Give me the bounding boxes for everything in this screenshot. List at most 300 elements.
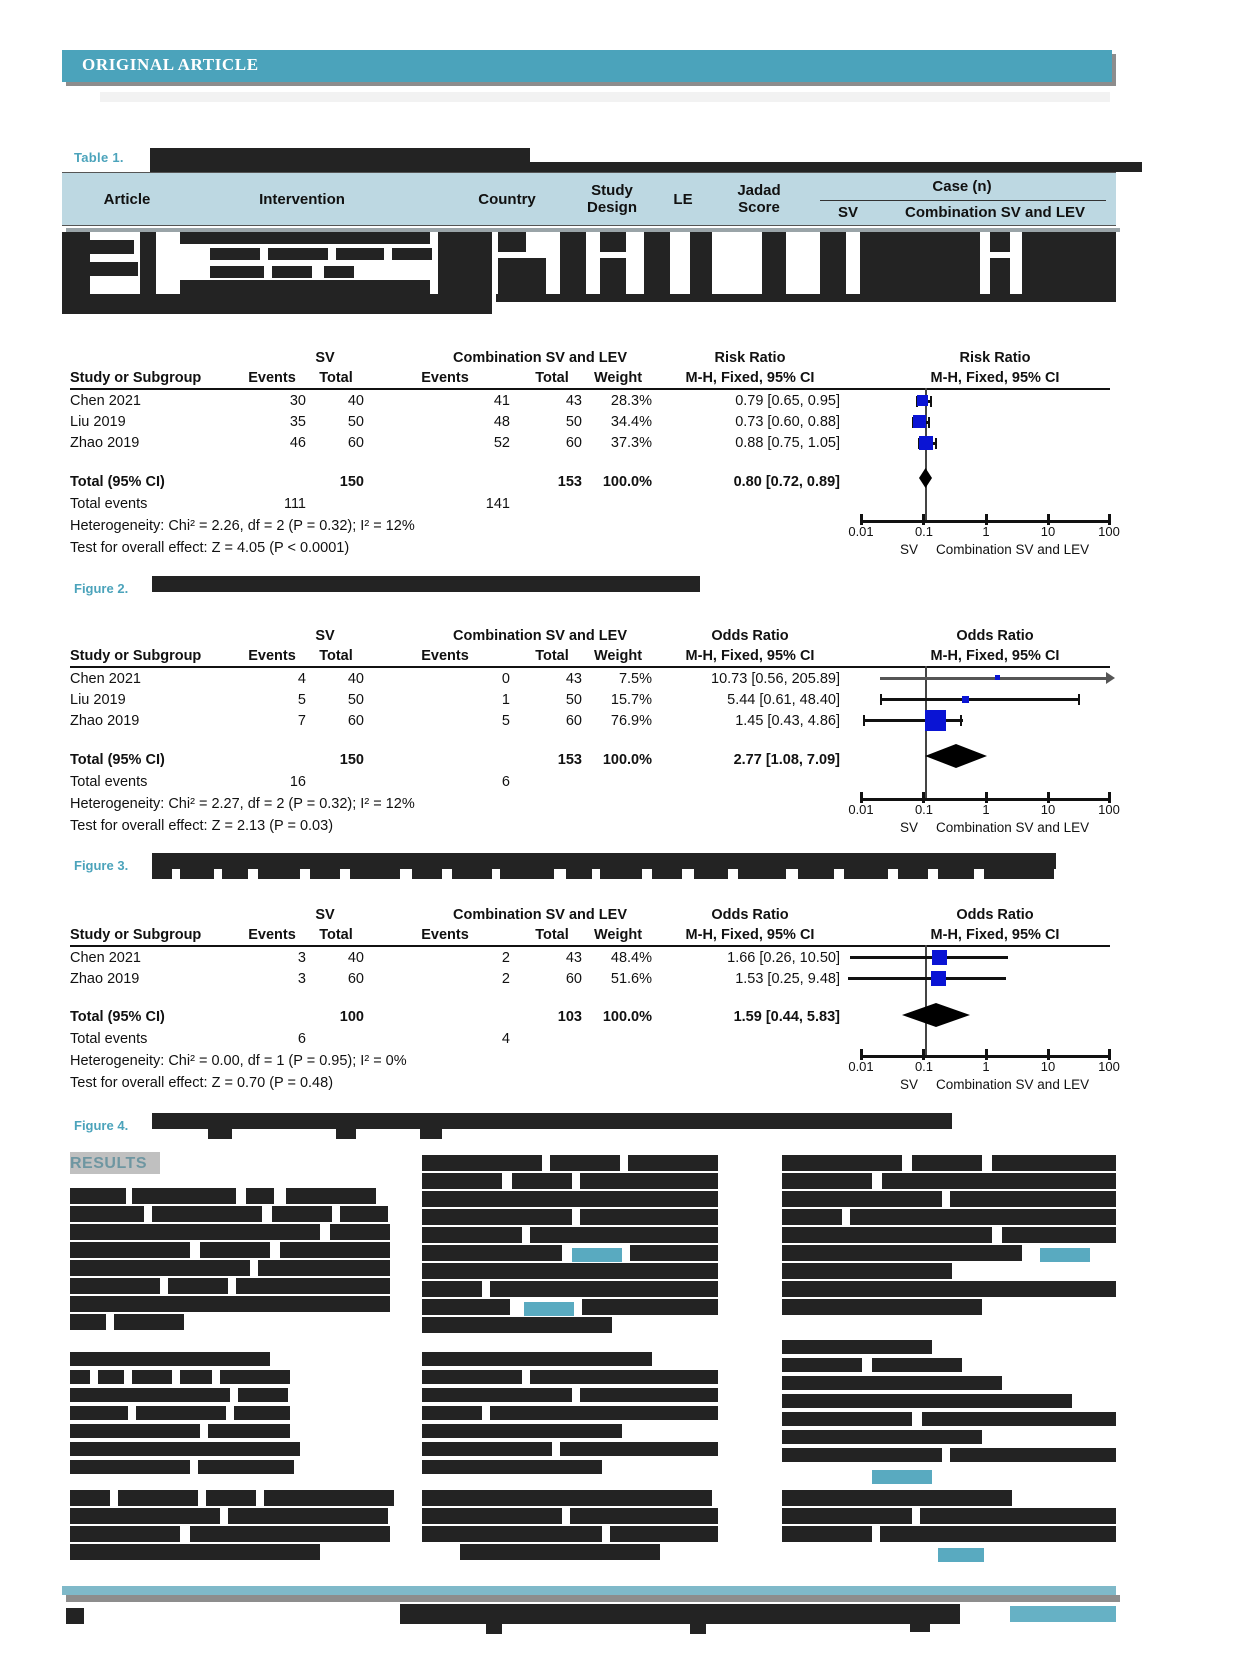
- fp0-total-n2: 153: [557, 474, 582, 490]
- table-1-body-redacted: [324, 266, 354, 278]
- table-1-body-redacted: [860, 232, 980, 294]
- fp2-row1-e1: 3: [297, 971, 306, 987]
- fp0-row0-study: Chen 2021: [70, 393, 141, 409]
- fp2-col-events2: Events: [421, 927, 469, 943]
- table-1-body-redacted: [88, 262, 138, 276]
- body-text-redacted: [70, 1278, 160, 1294]
- body-text-redacted: [782, 1394, 1072, 1408]
- fp1-axis-label-0: 0.01: [848, 802, 874, 817]
- figure-4-caption-redacted-2: [336, 1129, 356, 1139]
- fp2-row0-study: Chen 2021: [70, 950, 141, 966]
- table-1-body-redacted: [690, 232, 712, 294]
- footer-text-redacted: [486, 1624, 502, 1634]
- fp1-row2-e2: 5: [501, 713, 510, 729]
- fp1-total-label: Total (95% CI): [70, 752, 165, 768]
- body-text-redacted: [422, 1263, 718, 1279]
- table-1-caption-redacted-2: [150, 162, 1142, 172]
- fp1-col-total2: Total: [535, 648, 569, 664]
- body-text-redacted: [460, 1544, 660, 1560]
- fp0-axis-group-left: SV: [900, 542, 919, 557]
- fp1-ci-row1: [880, 698, 1080, 701]
- table-1-caption-redacted: [150, 148, 530, 162]
- fp2-row1-n1: 60: [347, 971, 364, 987]
- figure-3-caption-redacted-2: [222, 869, 248, 879]
- table-1-col-study-design-line1: Study: [591, 182, 633, 199]
- figure-3-caption-redacted-2: [738, 869, 786, 879]
- fp0-col-weight: Weight: [593, 370, 643, 386]
- body-text-redacted: [180, 1370, 212, 1384]
- table-1-body-redacted: [990, 258, 1010, 294]
- fp0-events-label: Total events: [70, 496, 148, 512]
- fp1-total-events-1: 16: [289, 774, 306, 790]
- body-text-redacted: [70, 1490, 110, 1506]
- table-1-label: Table 1.: [74, 150, 124, 165]
- body-text-redacted: [880, 1526, 1116, 1542]
- fp2-marker-row0: [932, 950, 947, 965]
- body-text-redacted: [530, 1227, 718, 1243]
- figure-3-caption-redacted-2: [984, 869, 1054, 879]
- body-text-redacted: [422, 1299, 510, 1315]
- body-text-redacted: [422, 1508, 562, 1524]
- results-heading-redaction-overlay: [70, 1152, 160, 1174]
- figure-4-caption-redacted: [152, 1113, 952, 1129]
- body-text-redacted: [228, 1508, 388, 1524]
- table-1-body-redacted: [62, 232, 90, 294]
- fp0-row2-e1: 46: [289, 435, 306, 451]
- table-1-col-article: Article: [103, 191, 151, 208]
- body-text-redacted: [628, 1155, 718, 1171]
- body-text-redacted: [152, 1206, 262, 1222]
- fp0-overall-effect: Test for overall effect: Z = 4.05 (P < 0.0001): [70, 540, 350, 556]
- table-1-body-redacted: [820, 232, 846, 294]
- table-1-body-redacted: [560, 232, 586, 294]
- table-1-body-redacted: [762, 232, 786, 294]
- fp1-row1-effect: 5.44 [0.61, 48.40]: [727, 692, 840, 708]
- fp0-row2-effect: 0.88 [0.75, 1.05]: [735, 435, 840, 451]
- fp2-title-table: Odds Ratio: [711, 907, 789, 923]
- body-text-redacted: [422, 1388, 572, 1402]
- fp0-total-weight: 100.0%: [602, 474, 652, 490]
- fp0-col-effect: M-H, Fixed, 95% CI: [685, 370, 815, 386]
- body-text-redacted: [208, 1424, 290, 1438]
- fp2-col-effect-plot: M-H, Fixed, 95% CI: [930, 927, 1060, 943]
- fp0-axis-label-0: 0.01: [848, 524, 874, 539]
- fp1-row0-n1: 40: [347, 671, 364, 687]
- figure-3-caption-redacted-2: [500, 869, 554, 879]
- fp1-row1-weight: 15.7%: [610, 692, 652, 708]
- body-text-redacted: [422, 1526, 602, 1542]
- fp0-summary-diamond: [919, 468, 932, 488]
- body-text-redacted: [1002, 1227, 1116, 1243]
- fp2-row1-weight: 51.6%: [610, 971, 652, 987]
- fp2-null-line: [925, 945, 927, 1055]
- body-text-redacted: [782, 1358, 862, 1372]
- fp0-col-events1: Events: [248, 370, 296, 386]
- body-text-redacted: [920, 1508, 1116, 1524]
- fp2-col-effect: M-H, Fixed, 95% CI: [685, 927, 815, 943]
- table-1-body-redacted: [336, 248, 384, 260]
- fp1-title-plot: Odds Ratio: [956, 628, 1034, 644]
- fp0-col-total1: Total: [319, 370, 353, 386]
- body-text-redacted: [70, 1544, 320, 1560]
- body-text-redacted: [70, 1206, 144, 1222]
- fp0-marker-row1: [913, 415, 926, 428]
- body-text-redacted: [782, 1263, 952, 1279]
- fp2-ci-row0: [850, 956, 1008, 959]
- figure-3-caption-redacted-2: [652, 869, 682, 879]
- fp1-plot-rule: [860, 666, 1110, 668]
- body-text-redacted: [882, 1173, 1116, 1189]
- body-text-redacted: [280, 1242, 390, 1258]
- fp1-marker-row0: [995, 675, 1000, 680]
- body-text-redacted: [70, 1406, 128, 1420]
- table-1-body-redacted: [990, 232, 1010, 252]
- body-text-redacted: [422, 1490, 712, 1506]
- fp1-overall-effect: Test for overall effect: Z = 2.13 (P = 0.03): [70, 818, 334, 834]
- running-head: [62, 50, 1116, 86]
- body-text-redacted: [782, 1508, 912, 1524]
- fp0-total-events-1: 111: [283, 496, 306, 512]
- fp1-col-study: Study or Subgroup: [70, 648, 202, 664]
- body-text-redacted: [422, 1460, 602, 1474]
- figure-3-caption-redacted-2: [600, 869, 642, 879]
- body-text-redacted: [530, 1370, 718, 1384]
- body-text-redacted: [580, 1209, 718, 1225]
- body-text-redacted: [872, 1358, 962, 1372]
- body-text-redacted: [782, 1209, 842, 1225]
- body-text-redacted: [70, 1370, 90, 1384]
- fp1-events-label: Total events: [70, 774, 148, 790]
- footer-bar-shadow: [66, 1595, 1120, 1602]
- body-text-redacted: [422, 1209, 572, 1225]
- fp1-axis-label-3: 10: [1040, 802, 1056, 817]
- fp0-heterogeneity: Heterogeneity: Chi² = 2.26, df = 2 (P = 0.32); I² = 12%: [70, 518, 415, 534]
- fp1-row2-weight: 76.9%: [610, 713, 652, 729]
- body-text-redacted: [70, 1526, 180, 1542]
- fp2-ci-row1: [848, 977, 1006, 980]
- body-text-redacted: [782, 1490, 1012, 1506]
- fp2-total-weight: 100.0%: [602, 1009, 652, 1025]
- fp1-ci-cap-row2-hi: [960, 715, 962, 726]
- fp1-group-sv: SV: [315, 628, 335, 644]
- body-text-redacted: [912, 1155, 982, 1171]
- inline-figure-reference: [1040, 1248, 1090, 1262]
- body-text-redacted: [422, 1442, 552, 1456]
- body-text-redacted: [258, 1260, 390, 1276]
- fp2-heterogeneity: Heterogeneity: Chi² = 0.00, df = 1 (P = 0.95); I² = 0%: [70, 1053, 407, 1069]
- body-text-redacted: [70, 1442, 300, 1456]
- body-text-redacted: [550, 1155, 620, 1171]
- fp0-axis-label-1: 0.1: [914, 524, 934, 539]
- table-1-body-redacted: [210, 266, 264, 278]
- fp1-summary-diamond: [925, 744, 987, 768]
- fp1-row1-n2: 50: [565, 692, 582, 708]
- running-head-title: ORIGINAL ARTICLE: [82, 55, 259, 74]
- body-text-redacted: [950, 1191, 1116, 1207]
- fp0-row0-weight: 28.3%: [610, 393, 652, 409]
- fp2-marker-row1: [931, 971, 946, 986]
- body-text-redacted: [610, 1526, 718, 1542]
- body-text-redacted: [422, 1191, 718, 1207]
- fp2-row0-n1: 40: [347, 950, 364, 966]
- table-1-header: [62, 172, 1116, 226]
- forest-plot-odds-ratio-2: [70, 905, 1130, 1095]
- figure-3-caption-redacted-2: [310, 869, 340, 879]
- figure-3-caption-redacted-3: [940, 853, 1056, 869]
- figure-3-caption-redacted-2: [452, 869, 492, 879]
- footer-bar: [62, 1586, 1116, 1595]
- inline-figure-reference: [872, 1470, 932, 1484]
- fp0-ci-cap-row2-hi: [935, 438, 937, 449]
- fp1-total-effect: 2.77 [1.08, 7.09]: [733, 752, 840, 768]
- body-text-redacted: [992, 1155, 1116, 1171]
- table-1-body-redacted: [180, 232, 430, 244]
- figure-3-caption-redacted-2: [350, 869, 400, 879]
- table-1-body-redacted: [644, 232, 670, 294]
- footer-text-redacted: [400, 1604, 960, 1624]
- table-1-body-redacted: [392, 248, 432, 260]
- fp1-row0-effect: 10.73 [0.56, 205.89]: [711, 671, 840, 687]
- fp2-total-n1: 100: [339, 1009, 364, 1025]
- body-text-redacted: [782, 1448, 942, 1462]
- fp2-title-plot: Odds Ratio: [956, 907, 1034, 923]
- table-1-col-country: Country: [478, 191, 536, 208]
- fp2-row1-study: Zhao 2019: [70, 971, 140, 987]
- table-1-col-jadad-line2: Score: [738, 199, 780, 216]
- fp1-row1-n1: 50: [347, 692, 364, 708]
- body-text-redacted: [512, 1173, 572, 1189]
- body-text-redacted: [782, 1281, 1116, 1297]
- table-1-col-le: LE: [673, 191, 693, 208]
- body-text-redacted: [190, 1526, 390, 1542]
- body-text-redacted: [422, 1317, 612, 1333]
- body-text-redacted: [422, 1352, 652, 1366]
- body-text-redacted: [206, 1490, 256, 1506]
- figure-2-caption-redacted: [152, 576, 700, 592]
- table-1-col-sv: SV: [837, 204, 858, 221]
- body-text-redacted: [70, 1296, 390, 1312]
- fp0-group-sv: SV: [315, 350, 335, 366]
- fp1-col-total1: Total: [319, 648, 353, 664]
- table-1-body-redacted: [498, 232, 526, 252]
- table-1-body-redacted: [268, 248, 328, 260]
- fp1-row1-e1: 5: [297, 692, 306, 708]
- fp0-ci-cap-row1-hi: [928, 417, 930, 428]
- fp0-col-study: Study or Subgroup: [70, 370, 202, 386]
- fp0-row2-n2: 60: [565, 435, 582, 451]
- fp1-axis-label-1: 0.1: [914, 802, 934, 817]
- fp0-col-total2: Total: [535, 370, 569, 386]
- figure-3-caption-redacted-2: [938, 869, 974, 879]
- fp0-marker-row2: [919, 436, 933, 450]
- figure-3-caption-redacted-2: [798, 869, 834, 879]
- figure-3-caption-redacted-2: [412, 869, 442, 879]
- body-text-redacted: [582, 1299, 718, 1315]
- body-text-redacted: [286, 1188, 376, 1204]
- fp1-ci-row2: [863, 719, 963, 722]
- figure-3-caption-redacted-2: [898, 869, 928, 879]
- table-1-footnote-redacted-2: [496, 294, 1116, 302]
- body-text-redacted: [234, 1406, 290, 1420]
- fp0-axis-label-4: 100: [1098, 524, 1120, 539]
- fp1-row2-study: Zhao 2019: [70, 713, 140, 729]
- table-1-footnote-redacted: [62, 294, 492, 314]
- body-text-redacted: [422, 1370, 522, 1384]
- fp2-axis-label-1: 0.1: [914, 1059, 934, 1074]
- body-text-redacted: [98, 1370, 124, 1384]
- fp1-total-weight: 100.0%: [602, 752, 652, 768]
- fp1-row1-study: Liu 2019: [70, 692, 126, 708]
- fp1-row1-e2: 1: [501, 692, 510, 708]
- body-text-redacted: [422, 1424, 622, 1438]
- body-text-redacted: [570, 1508, 718, 1524]
- fp2-row1-e2: 2: [501, 971, 510, 987]
- body-text-redacted: [782, 1526, 872, 1542]
- fp0-row0-n1: 40: [347, 393, 364, 409]
- figure-4-caption-redacted-2: [420, 1129, 442, 1139]
- table-1-body-redacted: [272, 266, 312, 278]
- table-1-col-jadad-score: [712, 182, 806, 216]
- fp2-col-events1: Events: [248, 927, 296, 943]
- footer-journal-tag: [1010, 1606, 1116, 1622]
- fp0-total-events-2: 141: [485, 496, 510, 512]
- fp2-group-sv: SV: [315, 907, 335, 923]
- table-1-body-redacted: [140, 232, 156, 294]
- fp2-col-weight: Weight: [593, 927, 643, 943]
- fp0-total-effect: 0.80 [0.72, 0.89]: [733, 474, 840, 490]
- body-text-redacted: [422, 1227, 522, 1243]
- body-text-redacted: [782, 1430, 982, 1444]
- fp1-heterogeneity: Heterogeneity: Chi² = 2.27, df = 2 (P = 0.32); I² = 12%: [70, 796, 415, 812]
- fp2-total-events-2: 4: [501, 1031, 510, 1047]
- figure-4-caption-redacted-2: [208, 1129, 232, 1139]
- fp1-row2-e1: 7: [297, 713, 306, 729]
- fp1-total-events-2: 6: [501, 774, 510, 790]
- footer-text-redacted: [66, 1608, 84, 1624]
- body-text-redacted: [70, 1188, 126, 1204]
- table-1-body-redacted: [600, 232, 626, 252]
- body-text-redacted: [922, 1412, 1116, 1426]
- body-text-redacted: [132, 1188, 236, 1204]
- body-text-redacted: [272, 1206, 332, 1222]
- fp0-ci-cap-row0-hi: [930, 396, 932, 407]
- fp2-row1-effect: 1.53 [0.25, 9.48]: [735, 971, 840, 987]
- fp0-row2-e2: 52: [493, 435, 510, 451]
- fp1-title-table: Odds Ratio: [711, 628, 789, 644]
- fp2-row0-weight: 48.4%: [610, 950, 652, 966]
- body-text-redacted: [246, 1188, 274, 1204]
- body-text-redacted: [782, 1245, 1022, 1261]
- fp1-total-n1: 150: [339, 752, 364, 768]
- fp0-axis-label-3: 10: [1040, 524, 1056, 539]
- figure-3-caption-redacted-2: [152, 869, 172, 879]
- fp0-row1-weight: 34.4%: [610, 414, 652, 430]
- fp2-summary-diamond: [902, 1003, 970, 1027]
- fp2-total-label: Total (95% CI): [70, 1009, 165, 1025]
- fp1-row2-effect: 1.45 [0.43, 4.86]: [735, 713, 840, 729]
- figure-3-caption-redacted: [152, 853, 1052, 869]
- figure-3-label: Figure 3.: [74, 858, 129, 873]
- fp0-total-label: Total (95% CI): [70, 474, 165, 490]
- fp1-ci-cap-row1-hi: [1078, 694, 1080, 705]
- body-text-redacted: [132, 1370, 172, 1384]
- fp2-col-study: Study or Subgroup: [70, 927, 202, 943]
- fp1-row0-e1: 4: [297, 671, 306, 687]
- body-text-redacted: [70, 1460, 190, 1474]
- body-text-redacted: [490, 1281, 718, 1297]
- figure-4-label: Figure 4.: [74, 1118, 129, 1133]
- fp0-row1-e2: 48: [493, 414, 510, 430]
- body-text-redacted: [782, 1412, 912, 1426]
- fp1-marker-row2: [925, 710, 946, 731]
- fp1-null-line: [925, 666, 927, 798]
- fp0-axis-label-2: 1: [982, 524, 990, 539]
- body-text-redacted: [330, 1224, 390, 1240]
- body-text-redacted: [70, 1388, 230, 1402]
- table-1-body-redacted: [600, 258, 626, 294]
- fp0-row1-study: Liu 2019: [70, 414, 126, 430]
- table-1-col-combination: Combination SV and LEV: [904, 204, 1085, 221]
- body-text-redacted: [782, 1299, 982, 1315]
- body-text-redacted: [782, 1227, 992, 1243]
- inline-figure-reference: [938, 1548, 984, 1562]
- body-text-redacted: [422, 1155, 542, 1171]
- body-text-redacted: [580, 1173, 718, 1189]
- body-text-redacted: [198, 1460, 294, 1474]
- fp0-marker-row0: [917, 395, 928, 406]
- fp2-axis-label-0: 0.01: [848, 1059, 874, 1074]
- body-text-redacted: [236, 1278, 390, 1294]
- table-1-body-redacted: [1022, 232, 1116, 294]
- table-1-body-redacted: [498, 258, 546, 294]
- fp2-axis-group-left: SV: [900, 1077, 919, 1092]
- table-1-body-redacted: [210, 248, 260, 260]
- fp0-row1-n1: 50: [347, 414, 364, 430]
- figure-3-caption-redacted-2: [844, 869, 888, 879]
- body-text-redacted: [220, 1370, 290, 1384]
- fp0-row0-e2: 41: [493, 393, 510, 409]
- fp1-ci-cap-row2-lo: [863, 715, 865, 726]
- fp2-events-label: Total events: [70, 1031, 148, 1047]
- fp1-col-weight: Weight: [593, 648, 643, 664]
- body-text-redacted: [422, 1173, 502, 1189]
- fp2-total-events-1: 6: [297, 1031, 306, 1047]
- body-text-redacted: [782, 1376, 1002, 1390]
- table-1-col-study-design-line2: Design: [586, 199, 637, 216]
- table-1-col-intervention: Intervention: [259, 191, 345, 208]
- fp2-row0-e1: 3: [297, 950, 306, 966]
- body-text-redacted: [118, 1490, 198, 1506]
- figure-3-caption-redacted-2: [694, 869, 728, 879]
- table-1-col-jadad-line1: Jadad: [737, 182, 781, 199]
- fp1-ci-row0-arrow: [1106, 672, 1115, 684]
- body-text-redacted: [422, 1281, 482, 1297]
- fp2-total-n2: 103: [557, 1009, 582, 1025]
- body-text-redacted: [200, 1242, 270, 1258]
- fp1-axis-label-2: 1: [982, 802, 990, 817]
- body-text-redacted: [560, 1442, 718, 1456]
- table-1-col-study-design: [567, 182, 657, 216]
- fp1-row2-n1: 60: [347, 713, 364, 729]
- fp0-axis-group-right: Combination SV and LEV: [936, 542, 1090, 557]
- body-text-redacted: [422, 1406, 482, 1420]
- fp2-axis-group-right: Combination SV and LEV: [936, 1077, 1090, 1092]
- inline-figure-reference: [572, 1248, 622, 1262]
- fp0-col-effect-plot: M-H, Fixed, 95% CI: [930, 370, 1060, 386]
- forest-plot-odds-ratio-1: [70, 626, 1130, 836]
- body-text-redacted: [782, 1155, 902, 1171]
- body-text-redacted: [422, 1245, 562, 1261]
